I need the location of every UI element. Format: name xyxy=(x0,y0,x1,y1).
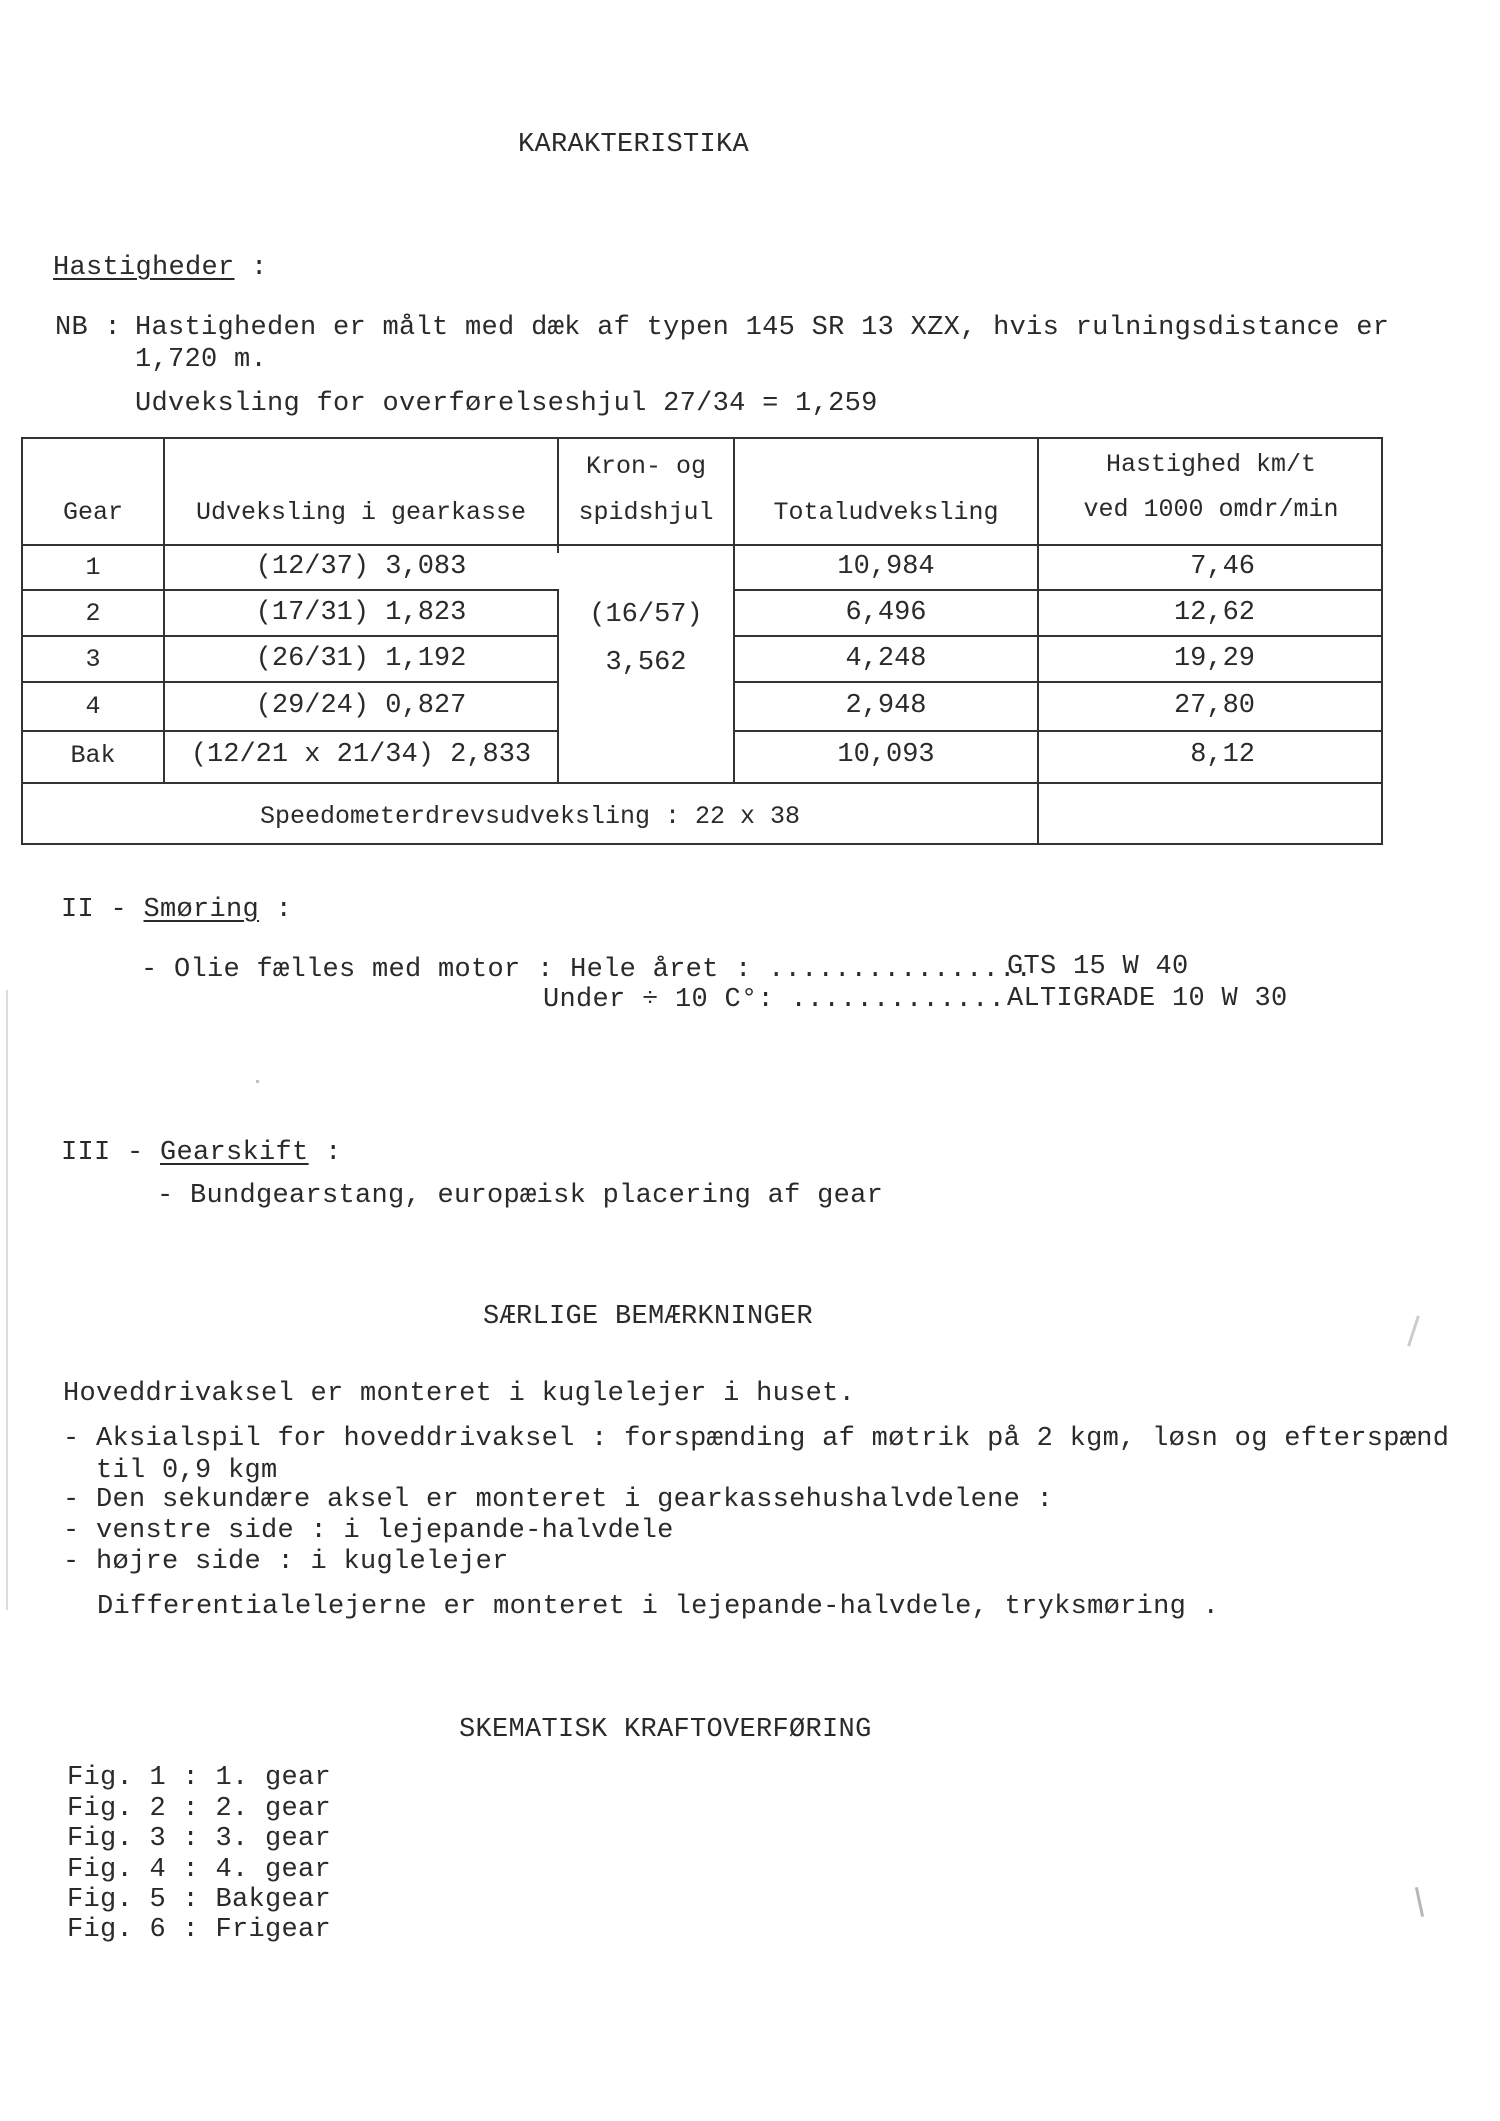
gearshift-numeral: III - xyxy=(61,1138,144,1168)
header-gear: Gear xyxy=(62,498,123,527)
figure-item: Fig. 3 : 3. gear xyxy=(67,1824,332,1854)
lubrication-value-2: ALTIGRADE 10 W 30 xyxy=(1007,984,1288,1014)
scan-artifact xyxy=(1407,1315,1420,1346)
header-crown-2: spidshjul xyxy=(578,498,714,527)
row-speed: 7,46 xyxy=(1190,552,1255,582)
remarks-item: - venstre side : i lejepande-halvdele xyxy=(63,1516,674,1546)
speeds-heading: Hastigheder xyxy=(53,253,235,283)
row-gear: 4 xyxy=(85,692,101,721)
gear-table xyxy=(21,437,1383,845)
lubrication-value-1: GTS 15 W 40 xyxy=(1007,952,1189,982)
remarks-item: til 0,9 kgm xyxy=(63,1456,278,1486)
row-gear: 1 xyxy=(85,553,101,582)
lubrication-line-1: - Olie fælles med motor : Hele året : ................ xyxy=(141,955,1033,985)
lubrication-line-2: Under ÷ 10 C°: ............. xyxy=(543,985,1006,1015)
lubrication-heading: Smøring xyxy=(143,895,260,925)
figure-item: Fig. 6 : Frigear xyxy=(67,1915,332,1945)
crown-value-number: 3,562 xyxy=(605,648,687,678)
remarks-intro: Hoveddrivaksel er monteret i kuglelejer i huset. xyxy=(63,1379,856,1409)
row-gear: Bak xyxy=(70,741,116,770)
speeds-heading-colon: : xyxy=(251,253,268,283)
scan-artifact xyxy=(1415,1887,1424,1917)
gearshift-heading-row xyxy=(61,1138,342,1169)
row-speed: 8,12 xyxy=(1190,740,1255,770)
row-speed: 27,80 xyxy=(1173,691,1255,721)
row-speed: 12,62 xyxy=(1173,598,1255,628)
header-gearbox: Udveksling i gearkasse xyxy=(195,498,527,527)
figure-item: Fig. 4 : 4. gear xyxy=(67,1855,332,1885)
speedometer-ratio: Speedometerdrevsudveksling : 22 x 38 xyxy=(259,802,801,831)
header-speed-2: ved 1000 omdr/min xyxy=(1083,495,1339,524)
row-total: 4,248 xyxy=(845,644,927,674)
nb-label: NB : xyxy=(55,313,122,343)
row-total: 2,948 xyxy=(845,691,927,721)
lubrication-heading-colon: : xyxy=(275,895,293,925)
remarks-item: - Den sekundære aksel er monteret i gearkassehushalvdelene : xyxy=(63,1485,1054,1515)
row-total: 10,093 xyxy=(837,740,935,770)
row-gearbox: (17/31) 1,823 xyxy=(255,598,467,628)
lubrication-heading-row xyxy=(61,895,292,926)
figure-item: Fig. 5 : Bakgear xyxy=(67,1885,332,1915)
figure-item: Fig. 2 : 2. gear xyxy=(67,1794,332,1824)
crown-value-ratio: (16/57) xyxy=(589,600,703,630)
row-gearbox: (29/24) 0,827 xyxy=(255,691,467,721)
header-crown-1: Kron- og xyxy=(585,452,707,481)
row-gear: 3 xyxy=(85,645,101,674)
figure-item: Fig. 1 : 1. gear xyxy=(67,1763,332,1793)
remarks-heading: SÆRLIGE BEMÆRKNINGER xyxy=(483,1302,814,1332)
row-speed: 19,29 xyxy=(1173,644,1255,674)
remarks-item: - Aksialspil for hoveddrivaksel : forspænding af møtrik på 2 kgm, løsn og efterspænd xyxy=(63,1424,1450,1454)
remarks-closing: Differentialelejerne er monteret i lejepande-halvdele, tryksmøring . xyxy=(97,1592,1220,1622)
schematic-heading: SKEMATISK KRAFTOVERFØRING xyxy=(459,1715,872,1745)
scan-artifact xyxy=(256,1080,259,1083)
row-gear: 2 xyxy=(85,599,101,628)
row-gearbox: (12/21 x 21/34) 2,833 xyxy=(190,740,532,770)
remarks-item: - højre side : i kuglelejer xyxy=(63,1547,509,1577)
row-gearbox: (26/31) 1,192 xyxy=(255,644,467,674)
speeds-heading-row xyxy=(53,253,268,284)
row-gearbox: (12/37) 3,083 xyxy=(255,552,467,582)
lubrication-numeral: II - xyxy=(61,895,128,925)
header-total: Totaludveksling xyxy=(773,498,999,527)
nb-line-1: Hastigheden er målt med dæk af typen 145 SR 13 XZX, hvis rulningsdistance er xyxy=(135,313,1390,343)
page-title: KARAKTERISTIKA xyxy=(518,130,750,160)
gearshift-heading: Gearskift xyxy=(160,1138,309,1168)
scan-artifact xyxy=(6,990,8,1610)
ratio-note: Udveksling for overførelseshjul 27/34 = 1,259 xyxy=(135,389,878,419)
header-speed-1: Hastighed km/t xyxy=(1105,450,1317,479)
row-total: 6,496 xyxy=(845,598,927,628)
gearshift-heading-colon: : xyxy=(325,1138,342,1168)
row-total: 10,984 xyxy=(837,552,935,582)
gearshift-line: - Bundgearstang, europæisk placering af gear xyxy=(157,1181,884,1211)
nb-line-2: 1,720 m. xyxy=(135,345,268,375)
